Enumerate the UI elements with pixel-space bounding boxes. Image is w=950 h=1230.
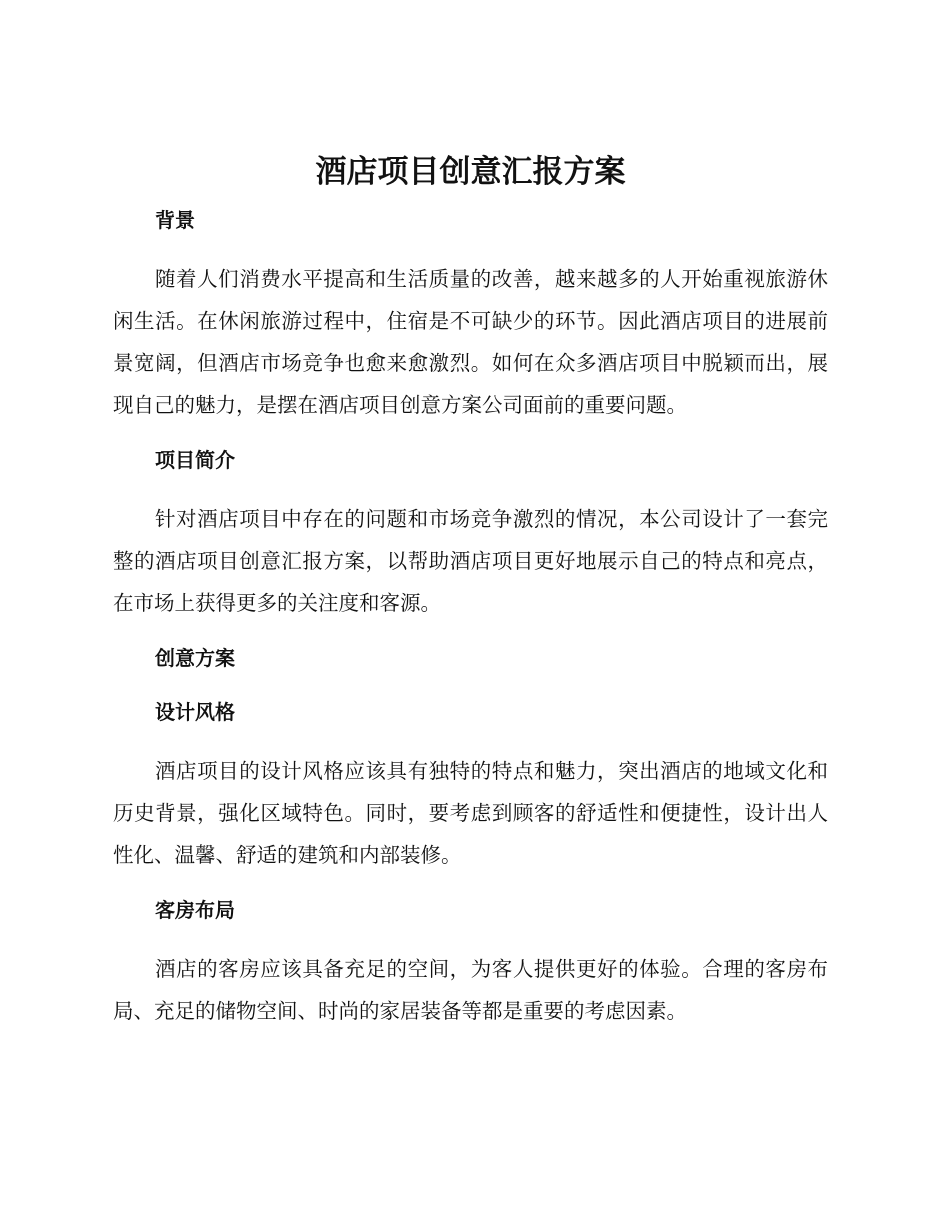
- section-paragraph-room-layout: 酒店的客房应该具备充足的空间，为客人提供更好的体验。合理的客房布局、充足的储物空间、时尚的家居装备等都是重要的考虑因素。: [113, 957, 828, 1023]
- section-paragraph-design-style: 酒店项目的设计风格应该具有独特的特点和魅力，突出酒店的地域文化和历史背景，强化区域特色。同时，要考虑到顾客的舒适性和便捷性，设计出人性化、温馨、舒适的建筑和内部装修。: [113, 759, 828, 867]
- section-heading-room-layout: 客房布局: [155, 898, 235, 922]
- document-body: [113, 150, 828, 1032]
- document-title: 酒店项目创意汇报方案: [315, 154, 626, 190]
- section-heading-design-style: 设计风格: [155, 700, 235, 724]
- section-paragraph-project-intro: 针对酒店项目中存在的问题和市场竞争激烈的情况，本公司设计了一套完整的酒店项目创意汇报方案，以帮助酒店项目更好地展示自己的特点和亮点，在市场上获得更多的关注度和客源。: [113, 507, 828, 615]
- section-paragraph-background: 随着人们消费水平提高和生活质量的改善，越来越多的人开始重视旅游休闲生活。在休闲旅游过程中，住宿是不可缺少的环节。因此酒店项目的进展前景宽阔，但酒店市场竞争也愈来愈激烈。如何在众多酒店项目中脱颖而出，展现自己的魅力，是摆在酒店项目创意方案公司面前的重要问题。: [113, 267, 828, 417]
- section-heading-project-intro: 项目简介: [155, 448, 235, 472]
- section-heading-creative-plan: 创意方案: [155, 646, 235, 670]
- section-heading-background: 背景: [155, 208, 195, 232]
